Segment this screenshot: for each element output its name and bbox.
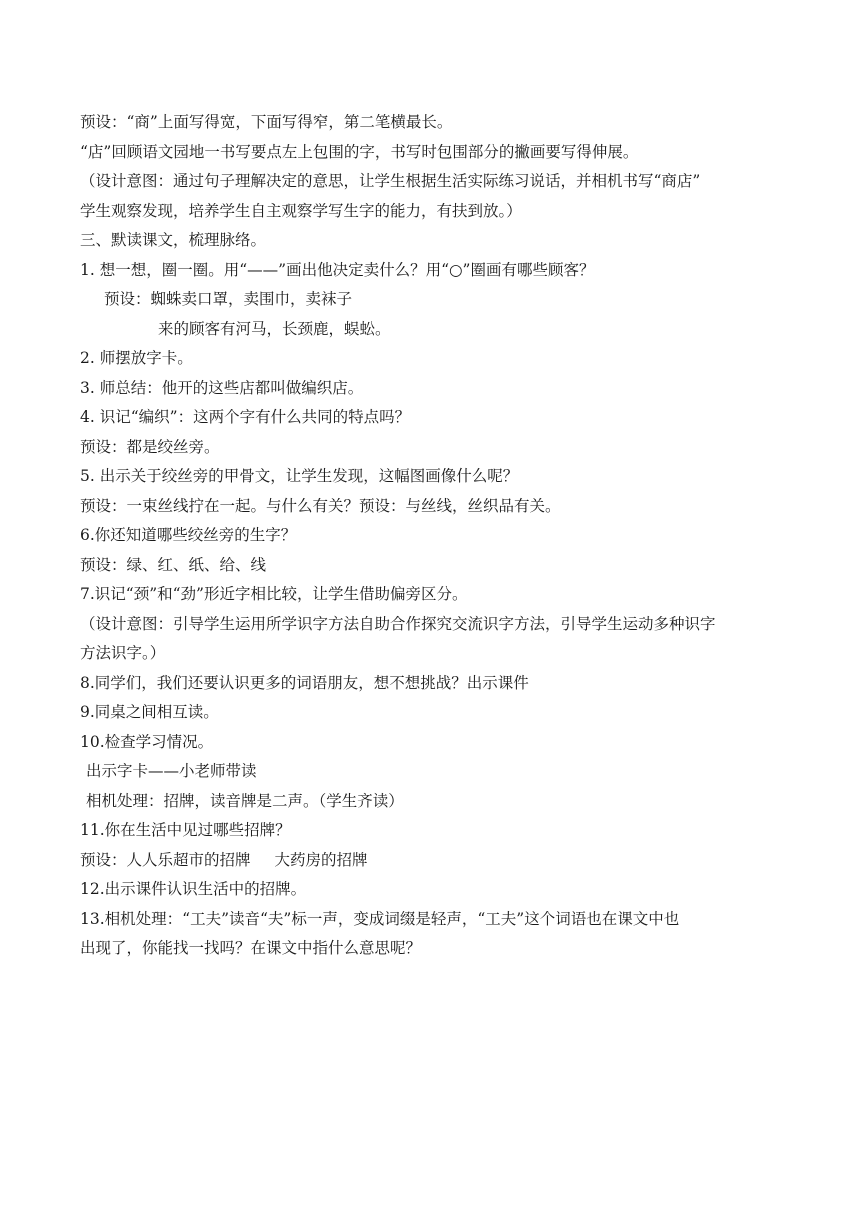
text-line: 学生观察发现，培养学生自主观察学写生字的能力，有扶到放。） bbox=[80, 201, 522, 220]
section-heading: 三、默读课文，梳理脉络。 bbox=[80, 231, 267, 249]
text-line: 方法识字。） bbox=[80, 644, 166, 662]
text-line: 13.相机处理：“工夫”读音“夫”标一声，变成词缀是轻声，“工夫”这个词语也在课文中也 bbox=[80, 909, 680, 928]
text-line: （设计意图：通过句子理解决定的意思，让学生根据生活实际练习说话，并相机书写“商店” bbox=[80, 172, 701, 190]
text-line: 12.出示课件认识生活中的招牌。 bbox=[80, 880, 307, 898]
text-line: 5. 出示关于绞丝旁的甲骨文，让学生发现，这幅图画像什么呢？ bbox=[80, 467, 519, 485]
text-line: 1. 想一想，圈一圈。用“——”画出他决定卖什么？用“○”圈画有哪些顾客？ bbox=[80, 260, 595, 279]
text-line: 3. 师总结：他开的这些店都叫做编织店。 bbox=[80, 378, 364, 397]
text-line: “店”回顾语文园地一书写要点左上包围的字，书写时包围部分的撇画要写得伸展。 bbox=[80, 142, 639, 161]
text-line: 10.检查学习情况。 bbox=[80, 732, 214, 751]
text-line: 预设：绿、红、纸、给、线 bbox=[80, 555, 267, 574]
text-segment: 大药房的招牌 bbox=[274, 850, 368, 869]
text-line: 预设：一束丝线拧在一起。与什么有关？预设：与丝线，丝织品有关。 bbox=[80, 496, 561, 515]
text-line: 11.你在生活中见过哪些招牌？ bbox=[80, 821, 291, 839]
text-line: 来的顾客有河马，长颈鹿，蜈蚣。 bbox=[158, 319, 391, 338]
text-line: 8.同学们，我们还要认识更多的词语朋友，想不想挑战？出示课件 bbox=[80, 673, 529, 692]
text-line: 9.同桌之间相互读。 bbox=[80, 703, 219, 721]
text-line: 相机处理：招牌，读音牌是二声。（学生齐读） bbox=[86, 791, 404, 810]
text-line: （设计意图：引导学生运用所学识字方法自助合作探究交流识字方法，引导学生运动多种识字 bbox=[80, 614, 716, 633]
text-line: 出示字卡——小老师带读 bbox=[86, 762, 257, 780]
text-line: 4. 识记“编织”：这两个字有什么共同的特点吗？ bbox=[80, 408, 411, 426]
text-line: 预设：“商”上面写得宽，下面写得窄，第二笔横最长。 bbox=[80, 113, 453, 131]
text-line: 预设：都是绞丝旁。 bbox=[80, 437, 220, 456]
text-segment: 预设：人人乐超市的招牌 bbox=[80, 850, 251, 869]
text-line: 7.识记“颈”和“劲”形近字相比较，让学生借助偏旁区分。 bbox=[80, 585, 468, 603]
text-line: 预设：蜘蛛卖口罩，卖围巾，卖袜子 bbox=[104, 290, 353, 308]
text-line bbox=[80, 846, 785, 876]
document-body bbox=[80, 108, 785, 964]
text-line: 2. 师摆放字卡。 bbox=[80, 349, 193, 367]
text-line: 6.你还知道哪些绞丝旁的生字？ bbox=[80, 526, 297, 544]
text-line: 出现了，你能找一找吗？在课文中指什么意思呢？ bbox=[80, 939, 422, 957]
